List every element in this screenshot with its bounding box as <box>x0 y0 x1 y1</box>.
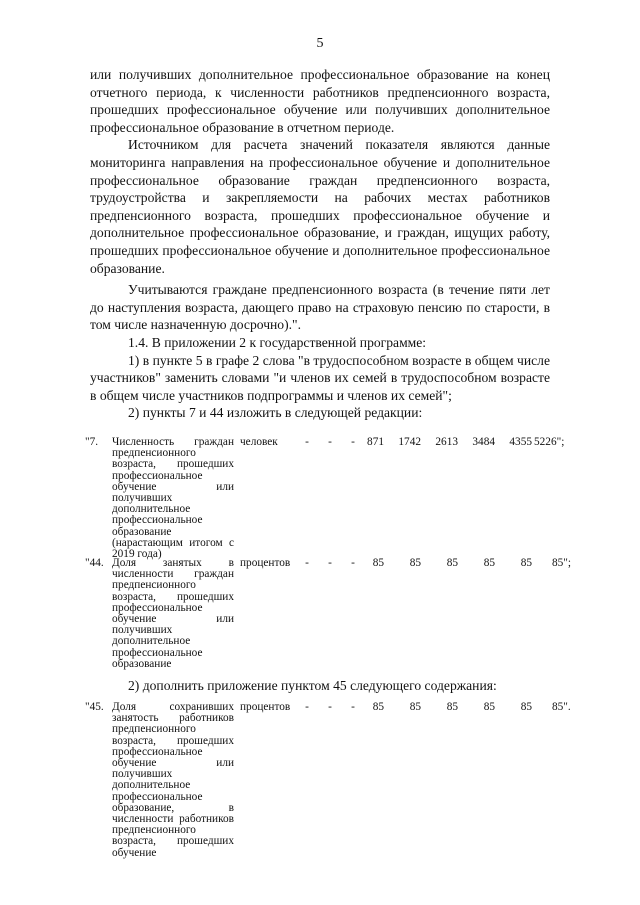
row-number: "7. <box>85 436 99 448</box>
body-text <box>90 66 550 422</box>
dash-cell: - <box>351 701 355 713</box>
paragraph-source: Источником для расчета значений показателя являются данные мониторинга направления на профессиональное обучение и дополнительное профессиональное образование граждан предпенсионного возраста, трудоустройства и закрепляемости на рабочих местах работников предпенсионного возраста, прошедших профессиональное обучение и дополнительное профессиональное образование, и граждан, ищущих работу, прошедших профессиональное обучение и дополнительное профессиональное образование. <box>90 137 550 276</box>
value-cell: 871 <box>367 436 384 448</box>
dash-cell: - <box>351 557 355 569</box>
page-number: 5 <box>316 36 324 51</box>
dash-cell: - <box>351 436 355 448</box>
dash-cell: - <box>305 701 309 713</box>
unit-label: процентов <box>240 557 291 569</box>
value-cell: 85 <box>372 557 384 569</box>
unit-label: процентов <box>240 701 291 713</box>
paragraph-add-item-45: 2) дополнить приложение пунктом 45 следующего содержания: <box>128 678 497 693</box>
unit-label: человек <box>240 436 278 448</box>
value-cell: 85 <box>409 557 421 569</box>
dash-cell: - <box>305 557 309 569</box>
value-cell: 1742 <box>398 436 421 448</box>
paragraph-subitem-2: 2) пункты 7 и 44 изложить в следующей редакции: <box>128 405 423 421</box>
value-cell: 85 <box>483 701 495 713</box>
indicator-name: Доля занятых в численности граждан предпенсионного возраста, прошедших профессиональное обучение или получивших дополнительное профессиональное образование <box>112 557 234 670</box>
row-number: "44. <box>85 557 104 569</box>
row-number: "45. <box>85 701 104 713</box>
dash-cell: - <box>305 436 309 448</box>
paragraph-continuation: или получивших дополнительное профессиональное образование на конец отчетного периода, к численности работников предпенсионного возраста, прошедших профессиональное обучение или получивших дополнительное профессиональное образование в отчетном периоде. <box>90 67 550 135</box>
value-cell: 4355 <box>509 436 532 448</box>
value-cell: 2613 <box>435 436 458 448</box>
value-cell: 85 <box>520 701 532 713</box>
value-cell: 85 <box>446 701 458 713</box>
value-cell: 3484 <box>472 436 495 448</box>
value-cell: 85 <box>446 557 458 569</box>
paragraph-accounted: Учитываются граждане предпенсионного возраста (в течение пяти лет до наступления возраста, дающего право на страховую пенсию по старости, в том числе назначенную досрочно).". <box>90 282 550 333</box>
value-cell: 85". <box>552 701 571 713</box>
value-cell: 5226"; <box>534 436 565 448</box>
paragraph-subitem-1: 1) в пункте 5 в графе 2 слова "в трудоспособном возрасте в общем числе участников" заменить словами "и членов их семей в трудоспособном возрасте в общем числе участников подпрограммы и членов их семей"; <box>90 352 550 403</box>
dash-cell: - <box>328 557 332 569</box>
value-cell: 85 <box>409 701 421 713</box>
value-cell: 85"; <box>552 557 572 569</box>
value-cell: 85 <box>520 557 532 569</box>
indicator-name: Численность граждан предпенсионного возраста, прошедших профессиональное обучение или получивших дополнительное профессиональное образование (нарастающим итогом с 2019 года) <box>112 436 234 561</box>
paragraph-item-1-4: 1.4. В приложении 2 к государственной программе: <box>128 334 427 350</box>
dash-cell: - <box>328 701 332 713</box>
indicator-name: Доля сохранивших занятость работников предпенсионного возраста, прошедших профессиональное обучение или получивших дополнительное профессиональное образование, в численности работников предпенсионного возраста, прошедших обучение <box>112 701 234 859</box>
value-cell: 85 <box>372 701 384 713</box>
value-cell: 85 <box>483 557 495 569</box>
dash-cell: - <box>328 436 332 448</box>
